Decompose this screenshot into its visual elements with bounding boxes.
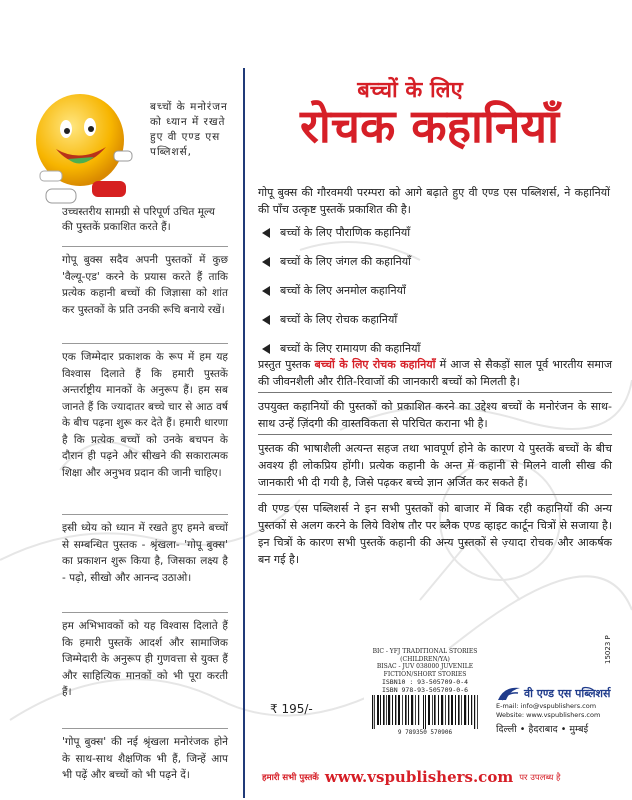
left-separator bbox=[62, 514, 228, 515]
publisher-website: Website: www.vspublishers.com bbox=[496, 711, 601, 719]
left-paragraph-3: इसी ध्येय को ध्यान में रखते हुए हमने बच्चों से सम्बन्धित पुस्तक - श्रृंखला- 'गोपू बुक्स' का प्रकाशन शुरू किया है, जिसका लक्ष्य है - पढ़ो, सीखो और आनन्द उठाओ। bbox=[62, 522, 228, 584]
barcode-digits: 9 789350 570906 bbox=[397, 729, 453, 736]
left-intro-part-b: उच्चस्तरीय सामग्री से परिपूर्ण उचित मूल्य की पुस्तकें प्रकाशित करते हैं। bbox=[62, 206, 215, 233]
left-intro-part-a: बच्चों के मनोरंजन को ध्यान में रखते हुए वी एण्ड एस पब्लिशर्स, bbox=[150, 101, 228, 158]
triangle-bullet-icon bbox=[262, 344, 270, 354]
publisher-cities: दिल्ली • हैदराबाद • मुम्बई bbox=[496, 724, 589, 735]
left-separator bbox=[62, 343, 228, 344]
right-separator bbox=[258, 392, 612, 393]
spine-divider bbox=[243, 68, 245, 798]
bisac-code: BISAC - JUV 038000 JUVENILE FICTION/SHORT STORIES bbox=[376, 663, 474, 678]
triangle-bullet-icon bbox=[262, 257, 270, 267]
footer-left-text: हमारी सभी पुस्तकें bbox=[262, 772, 319, 783]
footer-right-text: पर उपलब्ध है bbox=[519, 772, 561, 783]
footer-website-link[interactable]: www.vspublishers.com bbox=[324, 768, 514, 786]
publisher-emblem-icon bbox=[496, 684, 522, 702]
list-item: बच्चों के लिए अनमोल कहानियाँ bbox=[262, 276, 562, 305]
triangle-bullet-icon bbox=[262, 315, 270, 325]
right-paragraph-2: उपयुक्त कहानियों की पुस्तकों को प्रकाशित करने का उद्देश्य बच्चों के मनोरंजन के साथ-साथ उन्हें ज़िंदगी की वास्तविकता से परिचित कराना भी है। bbox=[258, 400, 612, 430]
right-intro: गोपू बुक्स की गौरवमयी परम्परा को आगे बढ़ाते हुए वी एण्ड एस पब्लिशर्स, ने कहानियों की पाँच उत्कृष्ट पुस्तकें प्रकाशित की है। bbox=[258, 186, 610, 216]
bic-code: BIC - YFJ TRADITIONAL STORIES (CHILDREN/YA) bbox=[372, 648, 478, 663]
left-paragraph-4: हम अभिभावकों को यह विश्वास दिलाते हैं कि हमारी पुस्तकें आदर्श और सामाजिक जिम्मेदारी के अनुरूप ही गुणवत्ता से युक्त हैं और साहित्यिक मानकों को भी पूरा करती हैं। bbox=[62, 620, 228, 698]
book-series-list bbox=[262, 218, 562, 363]
right-paragraph-3: पुस्तक की भाषाशैली अत्यन्त सहज तथा भावपूर्ण होने के कारण ये पुस्तकें बच्चों के बीच अवश्य ही लोकप्रिय होंगी। प्रत्येक कहानी के अन्त में कहानी से मिलने वाली सीख की जानकारी भी दी गयी है, जिसे पढ़कर बच्चे ज्ञान अर्जित कर सकते हैं। bbox=[258, 442, 612, 489]
left-paragraph-2: एक जिम्मेदार प्रकाशक के रूप में हम यह विश्वास दिलाते हैं कि हमारी पुस्तकें अन्तर्राष्ट्रीय मानकों के अनुरूप हैं। हम सब जानते हैं कि ज्यादातर बच्चे चार से आठ वर्ष के बीच पढ़ना शुरू कर देते हैं। हमारी धारणा है कि प्रत्येक बच्चों को उनके बचपन के दौरान ही पढ़ने और सीखने की सकारात्मक शिक्षा और अनुभव प्रदान की जानी चाहिए। bbox=[62, 351, 228, 479]
left-separator bbox=[62, 612, 228, 613]
list-item: बच्चों के लिए रामायण की कहानियाँ bbox=[262, 334, 562, 363]
isbn10: ISBN10 : 93-505709-0-4 bbox=[381, 678, 469, 686]
right-separator bbox=[258, 434, 612, 435]
barcode-block bbox=[364, 648, 486, 750]
title-main: रोचक कहानियाँ bbox=[300, 99, 559, 153]
title-small: बच्चों के लिए bbox=[357, 78, 463, 103]
list-item: बच्चों के लिए जंगल की कहानियाँ bbox=[262, 247, 562, 276]
publisher-block bbox=[496, 684, 626, 735]
price: ₹ 195/- bbox=[270, 702, 313, 716]
isbn13: ISBN 978-93-505709-0-6 bbox=[381, 686, 469, 694]
right-paragraph-4: वी एण्ड एस पब्लिशर्स ने इन सभी पुस्तकों को बाजार में बिक रही कहानियों की अन्य पुस्तकों से अलग करने के लिये विशेष तौर पर ब्लैक एण्ड व्हाइट कार्टून चित्रों से सजाया है। इन चित्रों के कारण सभी पुस्तकें कहानी की अन्य पुस्तकों से ज़्यादा रोचक और आकर्षक बन गई है। bbox=[258, 502, 612, 566]
side-code: 15023 P bbox=[604, 635, 612, 664]
list-item: बच्चों के लिए पौराणिक कहानियाँ bbox=[262, 218, 562, 247]
right-separator bbox=[258, 494, 612, 495]
right-paragraph-1: प्रस्तुत पुस्तक बच्चों के लिए रोचक कहानियाँ में आज से सैकड़ों साल पूर्व भारतीय समाज की जीवनशैली और रीति-रिवाजों की जानकारी बच्चों को मिलती है। bbox=[258, 358, 612, 388]
publisher-email: E-mail: info@vspublishers.com bbox=[496, 702, 597, 710]
publisher-name: वी एण्ड एस पब्लिशर्स bbox=[524, 686, 611, 700]
list-item: बच्चों के लिए रोचक कहानियाँ bbox=[262, 305, 562, 334]
triangle-bullet-icon bbox=[262, 228, 270, 238]
smiley-mascot-icon bbox=[22, 85, 144, 215]
publisher-logo bbox=[496, 684, 626, 702]
left-paragraph-1: गोपू बुक्स सदैव अपनी पुस्तकों में कुछ 'वैल्यू-एड' करने के प्रयास करते हैं ताकि प्रत्येक कहानी बच्चों की जिज्ञासा को शांत कर पुस्तकों के प्रति उनकी रूचि बनाये रखें। bbox=[62, 254, 228, 316]
left-paragraph-5: 'गोपू बुक्स' की नई श्रृंखला मनोरंजक होने के साथ-साथ शैक्षणिक भी हैं, जिन्हें आप भी पढ़ें और बच्चों को भी पढ़ने दें। bbox=[62, 736, 228, 781]
footer bbox=[262, 766, 622, 788]
highlighted-book-title: बच्चों के लिए रोचक कहानियाँ bbox=[314, 358, 436, 371]
barcode-icon bbox=[370, 695, 480, 729]
left-separator bbox=[62, 728, 228, 729]
left-separator bbox=[62, 246, 228, 247]
triangle-bullet-icon bbox=[262, 286, 270, 296]
